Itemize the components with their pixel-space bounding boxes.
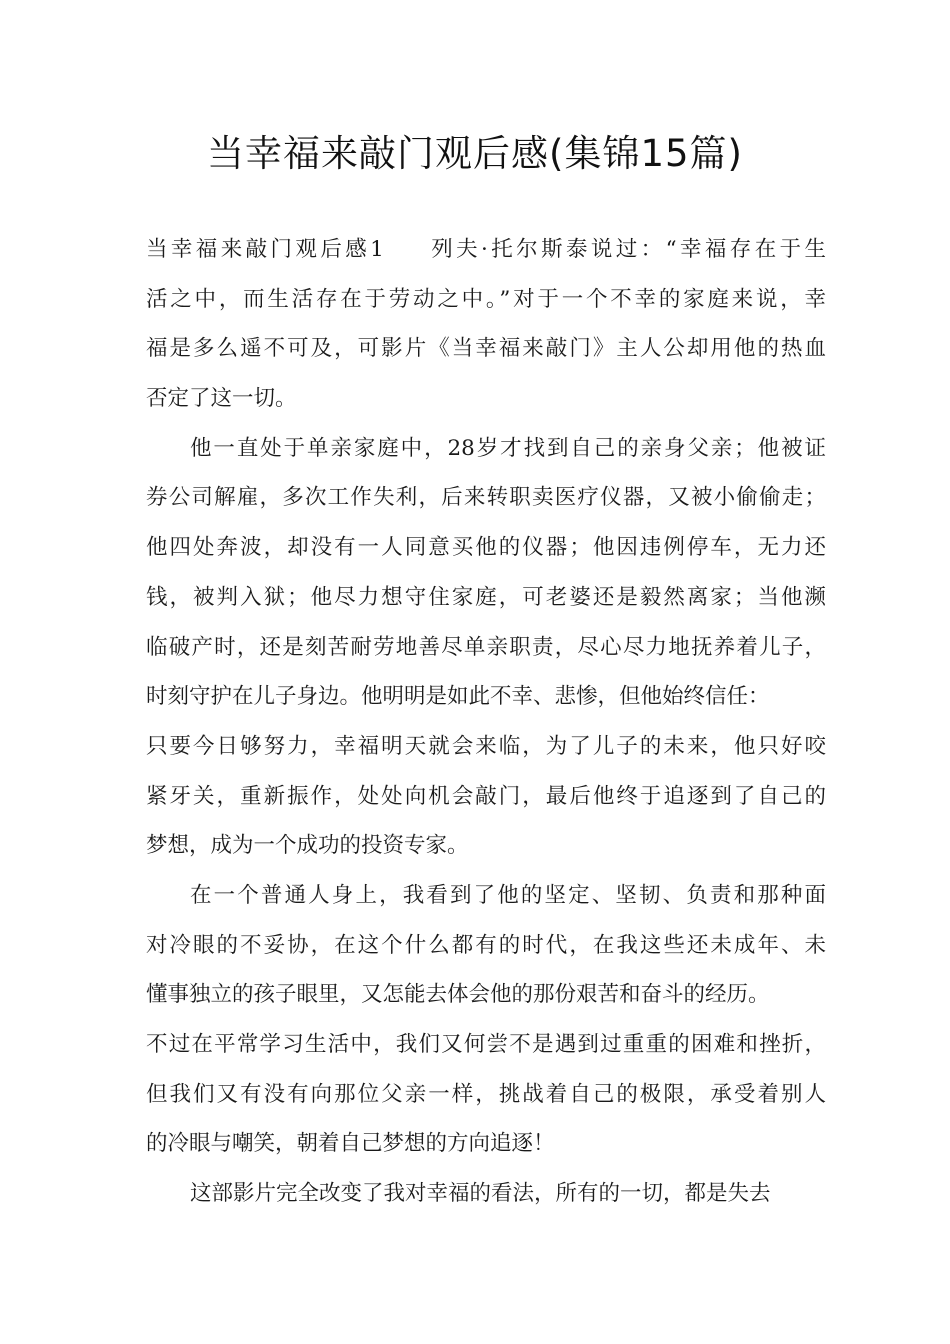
- paragraph-line: 紧牙关，重新振作，处处向机会敲门，最后他终于追逐到了自己的: [146, 783, 826, 809]
- paragraph-line: 他四处奔波，却没有一人同意买他的仪器；他因违例停车，无力还: [146, 535, 826, 561]
- paragraph-line: 但我们又有没有向那位父亲一样，挑战着自己的极限，承受着别人: [146, 1081, 826, 1107]
- text-line: [146, 225, 826, 275]
- paragraph-line: 临破产时，还是刻苦耐劳地善尽单亲职责，尽心尽力地抚养着儿子，: [146, 634, 826, 660]
- document-body: [146, 225, 826, 1219]
- paragraph-line: 券公司解雇，多次工作失利，后来转职卖医疗仪器，又被小偷偷走；: [146, 485, 826, 511]
- paragraph-line: 否定了这一切。: [146, 386, 297, 412]
- paragraph-line: 他一直处于单亲家庭中，28岁才找到自己的亲身父亲；他被证: [190, 435, 826, 461]
- paragraph-line: 福是多么遥不可及，可影片《当幸福来敲门》主人公却用他的热血: [146, 336, 826, 362]
- document-title: 当幸福来敲门观后感(集锦15篇): [207, 132, 743, 175]
- paragraph-line: 时刻守护在儿子身边。他明明是如此不幸、悲惨，但他始终信任：: [146, 684, 770, 710]
- paragraph-line: 不过在平常学习生活中，我们又何尝不是遇到过重重的困难和挫折，: [146, 1032, 826, 1057]
- paragraph-line: 列夫·托尔斯泰说过：“幸福存在于生: [427, 237, 826, 262]
- paragraph-line: 梦想，成为一个成功的投资专家。: [146, 833, 469, 859]
- paragraph-line: 懂事独立的孩子眼里，又怎能去体会他的那份艰苦和奋斗的经历。: [146, 982, 770, 1008]
- paragraph-line: 钱，被判入狱；他尽力想守住家庭，可老婆还是毅然离家；当他濒: [146, 584, 826, 610]
- section-heading: 当幸福来敲门观后感1: [146, 237, 384, 262]
- paragraph-line: 对冷眼的不妥协，在这个什么都有的时代，在我这些还未成年、未: [146, 932, 826, 958]
- paragraph-line: 活之中，而生活存在于劳动之中。”对于一个不幸的家庭来说，幸: [146, 286, 826, 312]
- paragraph-line: 的冷眼与嘲笑，朝着自己梦想的方向追逐！: [146, 1131, 555, 1157]
- paragraph-line: 在一个普通人身上，我看到了他的坚定、坚韧、负责和那种面: [190, 882, 826, 908]
- paragraph-line: 这部影片完全改变了我对幸福的看法，所有的一切，都是失去: [190, 1181, 771, 1207]
- paragraph-line: 只要今日够努力，幸福明天就会来临，为了儿子的未来，他只好咬: [146, 733, 826, 759]
